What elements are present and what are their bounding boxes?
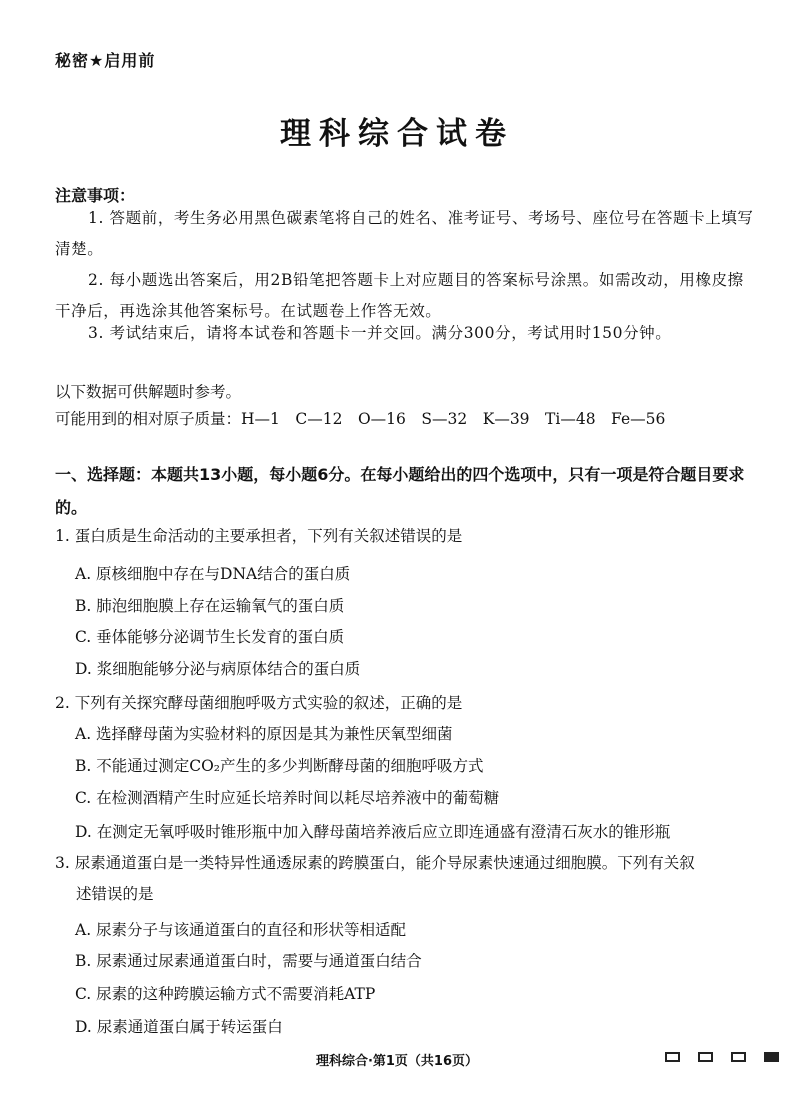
notice-item-3: 3. 考试结束后，请将本试卷和答题卡一并交回。满分300分，考试用时150分钟。: [88, 324, 672, 342]
notice-item-1: 1. 答题前，考生务必用黑色碳素笔将自己的姓名、准考证号、考场号、座位号在答题卡上填写清楚。: [55, 209, 754, 258]
question-3-option-b: B. 尿素通过尿素通道蛋白时，需要与通道蛋白结合: [75, 952, 422, 970]
question-1-option-c: C. 垂体能够分泌调节生长发育的蛋白质: [75, 628, 345, 646]
question-3-option-c: C. 尿素的这种跨膜运输方式不需要消耗ATP: [75, 985, 376, 1003]
question-2-option-c: C. 在检测酒精产生时应延长培养时间以耗尽培养液中的葡萄糖: [75, 789, 500, 807]
question-1-option-b: B. 肺泡细胞膜上存在运输氧气的蛋白质: [75, 597, 345, 615]
notice-item-2: 2. 每小题选出答案后，用2B铅笔把答题卡上对应题目的答案标号涂黑。如需改动，用橡皮擦干净后，再选涂其他答案标号。在试题卷上作答无效。: [55, 271, 744, 320]
page-mark-empty-2: [698, 1052, 713, 1062]
page-marks: [665, 1052, 779, 1062]
secret-label: 秘密★启用前: [55, 51, 156, 70]
question-2-stem: 2. 下列有关探究酵母菌细胞呼吸方式实验的叙述，正确的是: [55, 694, 463, 712]
page-mark-filled: [764, 1052, 779, 1062]
question-3-option-a: A. 尿素分子与该通道蛋白的直径和形状等相适配: [75, 921, 407, 939]
reference-line-2: 可能用到的相对原子质量：H—1 C—12 O—16 S—32 K—39 Ti—48 Fe—56: [55, 410, 666, 428]
page-title: 理科综合试卷: [280, 116, 514, 152]
question-1-option-d: D. 浆细胞能够分泌与病原体结合的蛋白质: [75, 660, 361, 678]
page-footer: 理科综合·第1页（共16页）: [315, 1054, 479, 1069]
page-mark-empty-1: [665, 1052, 680, 1062]
question-3-stem-line-1: 3. 尿素通道蛋白是一类特异性通透尿素的跨膜蛋白，能介导尿素快速通过细胞膜。下列有关叙: [55, 854, 695, 872]
question-3-stem-line-2: [55, 879, 755, 910]
question-3-stem-cont: 述错误的是: [76, 885, 154, 903]
reference-line-1: 以下数据可供解题时参考。: [55, 383, 242, 401]
section-heading: 一、选择题：本题共13小题，每小题6分。在每小题给出的四个选项中，只有一项是符合题目要求的。: [55, 465, 745, 517]
question-2-option-d: D. 在测定无氧呼吸时锥形瓶中加入酵母菌培养液后应立即连通盛有澄清石灰水的锥形瓶: [75, 823, 671, 841]
notice-heading: 注意事项：: [55, 186, 136, 205]
question-2-option-b: B. 不能通过测定CO₂产生的多少判断酵母菌的细胞呼吸方式: [75, 757, 484, 775]
question-3-option-d: D. 尿素通道蛋白属于转运蛋白: [75, 1018, 283, 1036]
page-mark-empty-3: [731, 1052, 746, 1062]
question-1-option-a: A. 原核细胞中存在与DNA结合的蛋白质: [75, 565, 351, 583]
question-1-stem: 1. 蛋白质是生命活动的主要承担者，下列有关叙述错误的是: [55, 527, 463, 545]
question-2-option-a: A. 选择酵母菌为实验材料的原因是其为兼性厌氧型细菌: [75, 725, 453, 743]
